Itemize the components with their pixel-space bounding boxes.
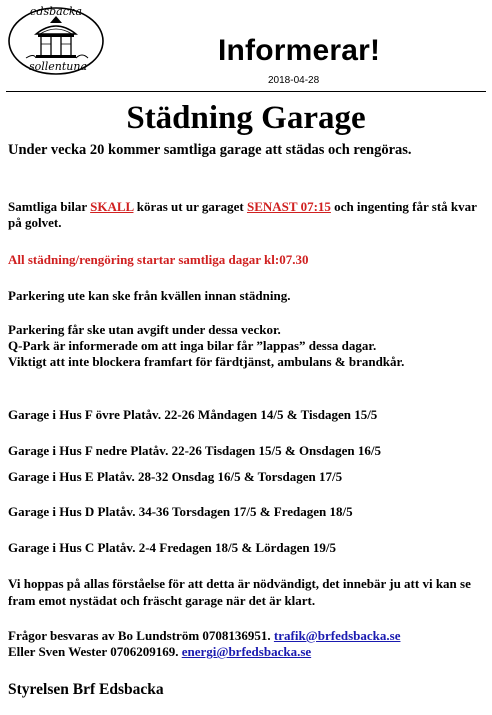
parking-free-text: Parkering får ske utan avgift under dessa veckor. — [8, 322, 281, 337]
energi-email-link[interactable]: energi@brfedsbacka.se — [181, 644, 312, 659]
notice-heading: Städning Garage — [126, 100, 366, 136]
contact-line-bo — [8, 628, 478, 644]
rule-paragraph — [8, 199, 478, 231]
header-divider — [6, 91, 486, 92]
schedule-item-hus-f-nedre: Garage i Hus F nedre Platåv. 22-26 Tisdagen 15/5 & Onsdagen 16/5 — [8, 443, 381, 458]
contact-line-sven — [8, 644, 478, 660]
schedule-item-hus-f-ovre: Garage i Hus F övre Platåv. 22-26 Måndagen 14/5 & Tisdagen 15/5 — [8, 407, 378, 422]
rule-text-pre: Samtliga bilar — [8, 199, 91, 214]
contact-sven-text: Eller Sven Wester 0706209169. — [8, 644, 182, 659]
schedule-item-hus-d: Garage i Hus D Platåv. 34-36 Torsdagen 17/5 & Fredagen 18/5 — [8, 504, 353, 519]
signature: Styrelsen Brf Edsbacka — [8, 681, 164, 698]
page-header-title: Informerar! — [218, 34, 381, 67]
intro-paragraph: Under vecka 20 kommer samtliga garage att städas och rengöras. — [8, 142, 412, 158]
edsbacka-logo — [6, 4, 106, 76]
gazebo-logo-icon — [6, 4, 106, 76]
trafik-email-link[interactable]: trafik@brfedsbacka.se — [273, 628, 401, 643]
logo-text-top: edsbacka — [29, 5, 83, 18]
emergency-access-text: Viktigt att inte blockera framfart för färdtjänst, ambulans & brandkår. — [8, 354, 405, 369]
rule-must-emphasis: SKALL — [90, 199, 134, 214]
contact-bo-text: Frågor besvaras av Bo Lundström 0708136951. — [8, 628, 274, 643]
start-time-notice: All städning/rengöring startar samtliga dagar kl:07.30 — [8, 252, 309, 267]
rule-text-mid: köras ut ur garaget — [133, 199, 247, 214]
rule-deadline-emphasis: SENAST 07:15 — [246, 199, 331, 214]
closing-paragraph: Vi hoppas på allas förståelse för att detta är nödvändigt, det innebär ju att vi kan se fram emot nystädat och fräscht garage när det är klart. — [8, 576, 471, 608]
schedule-item-hus-e: Garage i Hus E Platåv. 28-32 Onsdag 16/5 & Torsdagen 17/5 — [8, 469, 343, 484]
parking-evening-text: Parkering ute kan ske från kvällen innan städning. — [8, 288, 291, 303]
schedule-item-hus-c: Garage i Hus C Platåv. 2-4 Fredagen 18/5 & Lördagen 19/5 — [8, 540, 336, 555]
rule-text-post: och ingenting får stå kvar på golvet. — [8, 199, 477, 230]
logo-text-bottom: sollentuna — [28, 60, 88, 73]
issue-date: 2018-04-28 — [268, 75, 320, 86]
qpark-text: Q-Park är informerade om att inga bilar får ”lappas” dessa dagar. — [8, 338, 377, 353]
